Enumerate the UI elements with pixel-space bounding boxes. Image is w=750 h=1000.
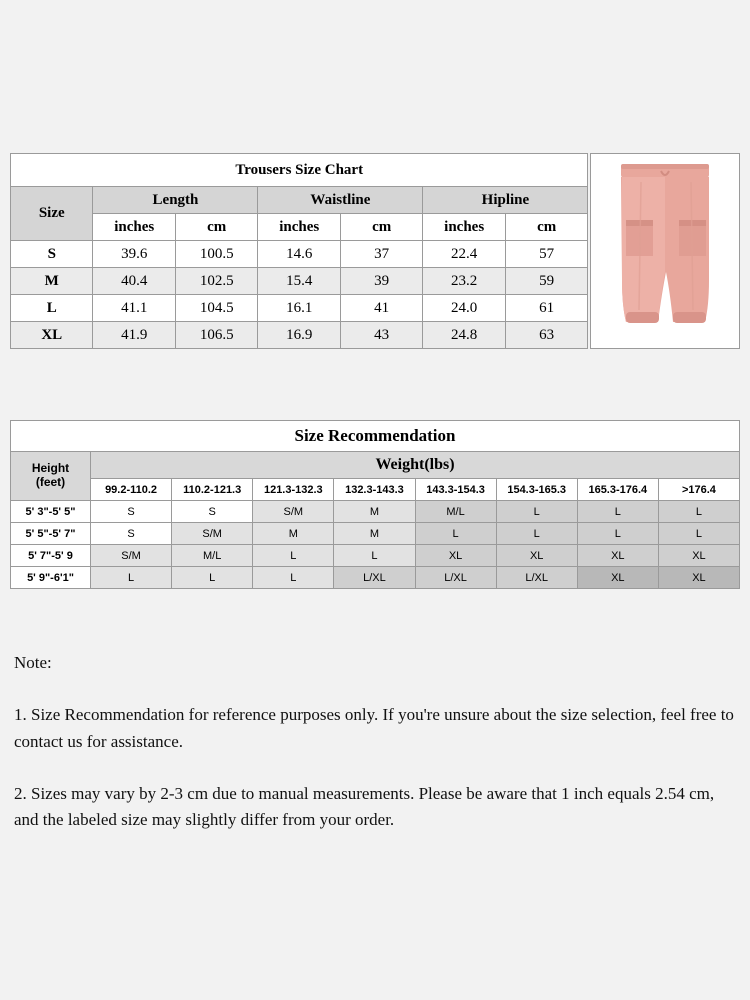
height-header-line2: (feet) bbox=[35, 475, 66, 489]
row-label-height: 5' 3"-5' 5" bbox=[11, 501, 91, 523]
size-chart-section bbox=[10, 153, 740, 349]
note-item-1: 1. Size Recommendation for reference purposes only. If you're unsure about the size selection, feel free to contact us for assistance. bbox=[14, 705, 734, 751]
unit-header-length-inches: inches bbox=[93, 214, 175, 241]
rec-cell: L bbox=[658, 501, 739, 523]
table-row bbox=[11, 187, 588, 214]
rec-cell: M/L bbox=[415, 501, 496, 523]
row-label-size: S bbox=[11, 241, 93, 268]
recommendation-title: Size Recommendation bbox=[11, 421, 740, 452]
note-item-2: 2. Sizes may vary by 2-3 cm due to manual measurements. Please be aware that 1 inch equals 2.54 cm, and the labeled size may slightly differ from your order. bbox=[14, 784, 715, 830]
table-row bbox=[11, 214, 588, 241]
rec-cell: L bbox=[172, 567, 253, 589]
unit-header-length-cm: cm bbox=[175, 214, 257, 241]
rec-cell: L bbox=[334, 545, 415, 567]
trousers-size-chart-table bbox=[10, 153, 588, 349]
cell-waist-inches: 16.9 bbox=[258, 322, 340, 349]
table-row bbox=[11, 567, 740, 589]
rec-cell: XL bbox=[577, 545, 658, 567]
rec-cell: L bbox=[91, 567, 172, 589]
cell-waist-inches: 16.1 bbox=[258, 295, 340, 322]
cell-hip-cm: 61 bbox=[505, 295, 588, 322]
unit-header-hip-cm: cm bbox=[505, 214, 588, 241]
cell-waist-cm: 37 bbox=[340, 241, 422, 268]
cell-hip-cm: 59 bbox=[505, 268, 588, 295]
column-header-hipline: Hipline bbox=[423, 187, 588, 214]
column-header-height bbox=[11, 452, 91, 501]
table-row bbox=[11, 322, 588, 349]
row-label-height: 5' 9"-6'1" bbox=[11, 567, 91, 589]
table-row bbox=[11, 268, 588, 295]
cell-hip-inches: 24.8 bbox=[423, 322, 505, 349]
rec-cell: M bbox=[253, 523, 334, 545]
cell-waist-inches: 14.6 bbox=[258, 241, 340, 268]
table-row bbox=[11, 295, 588, 322]
notes-heading: Note: bbox=[14, 653, 52, 672]
rec-cell: L bbox=[415, 523, 496, 545]
weight-column-8: >176.4 bbox=[658, 479, 739, 501]
table-row bbox=[11, 501, 740, 523]
rec-cell: XL bbox=[415, 545, 496, 567]
weight-column-1: 99.2-110.2 bbox=[91, 479, 172, 501]
cell-waist-cm: 39 bbox=[340, 268, 422, 295]
rec-cell: XL bbox=[658, 567, 739, 589]
notes-section bbox=[14, 650, 736, 860]
cell-length-inches: 39.6 bbox=[93, 241, 175, 268]
rec-cell: XL bbox=[577, 567, 658, 589]
cell-hip-cm: 57 bbox=[505, 241, 588, 268]
cell-hip-cm: 63 bbox=[505, 322, 588, 349]
cell-hip-inches: 23.2 bbox=[423, 268, 505, 295]
height-header-line1: Height bbox=[31, 461, 70, 476]
weight-column-4: 132.3-143.3 bbox=[334, 479, 415, 501]
weight-column-2: 110.2-121.3 bbox=[172, 479, 253, 501]
size-chart-title: Trousers Size Chart bbox=[11, 154, 588, 187]
rec-cell: S/M bbox=[172, 523, 253, 545]
rec-cell: S bbox=[91, 501, 172, 523]
cell-waist-inches: 15.4 bbox=[258, 268, 340, 295]
rec-cell: S bbox=[91, 523, 172, 545]
rec-cell: L bbox=[253, 567, 334, 589]
rec-cell: M bbox=[334, 501, 415, 523]
table-row bbox=[11, 421, 740, 452]
cell-length-inches: 41.1 bbox=[93, 295, 175, 322]
cell-length-cm: 102.5 bbox=[175, 268, 257, 295]
rec-cell: L bbox=[253, 545, 334, 567]
row-label-size: M bbox=[11, 268, 93, 295]
rec-cell: L bbox=[496, 501, 577, 523]
table-row bbox=[11, 479, 740, 501]
weight-column-5: 143.3-154.3 bbox=[415, 479, 496, 501]
unit-header-hip-inches: inches bbox=[423, 214, 505, 241]
table-row bbox=[11, 154, 588, 187]
weight-column-7: 165.3-176.4 bbox=[577, 479, 658, 501]
cell-length-cm: 100.5 bbox=[175, 241, 257, 268]
rec-cell: S/M bbox=[253, 501, 334, 523]
weight-column-3: 121.3-132.3 bbox=[253, 479, 334, 501]
cell-hip-inches: 22.4 bbox=[423, 241, 505, 268]
cell-hip-inches: 24.0 bbox=[423, 295, 505, 322]
table-row bbox=[11, 523, 740, 545]
rec-cell: L/XL bbox=[496, 567, 577, 589]
product-image-panel bbox=[590, 153, 740, 349]
row-label-height: 5' 7"-5' 9 bbox=[11, 545, 91, 567]
rec-cell: L bbox=[658, 523, 739, 545]
column-header-size: Size bbox=[11, 187, 93, 241]
row-label-height: 5' 5"-5' 7" bbox=[11, 523, 91, 545]
rec-cell: S bbox=[172, 501, 253, 523]
rec-cell: XL bbox=[496, 545, 577, 567]
weight-column-6: 154.3-165.3 bbox=[496, 479, 577, 501]
unit-header-waist-inches: inches bbox=[258, 214, 340, 241]
size-recommendation-section bbox=[10, 420, 740, 589]
rec-cell: M/L bbox=[172, 545, 253, 567]
row-label-size: L bbox=[11, 295, 93, 322]
column-header-length: Length bbox=[93, 187, 258, 214]
rec-cell: M bbox=[334, 523, 415, 545]
cell-waist-cm: 43 bbox=[340, 322, 422, 349]
rec-cell: S/M bbox=[91, 545, 172, 567]
table-row bbox=[11, 241, 588, 268]
rec-cell: L bbox=[496, 523, 577, 545]
cell-waist-cm: 41 bbox=[340, 295, 422, 322]
rec-cell: XL bbox=[658, 545, 739, 567]
size-recommendation-table bbox=[10, 420, 740, 589]
cell-length-cm: 104.5 bbox=[175, 295, 257, 322]
table-row bbox=[11, 545, 740, 567]
rec-cell: L bbox=[577, 523, 658, 545]
column-header-waistline: Waistline bbox=[258, 187, 423, 214]
table-row bbox=[11, 452, 740, 479]
row-label-size: XL bbox=[11, 322, 93, 349]
rec-cell: L bbox=[577, 501, 658, 523]
cell-length-inches: 41.9 bbox=[93, 322, 175, 349]
unit-header-waist-cm: cm bbox=[340, 214, 422, 241]
rec-cell: L/XL bbox=[415, 567, 496, 589]
cell-length-inches: 40.4 bbox=[93, 268, 175, 295]
rec-cell: L/XL bbox=[334, 567, 415, 589]
trousers-product-image bbox=[595, 160, 735, 335]
column-header-weight: Weight(lbs) bbox=[91, 452, 740, 479]
cell-length-cm: 106.5 bbox=[175, 322, 257, 349]
